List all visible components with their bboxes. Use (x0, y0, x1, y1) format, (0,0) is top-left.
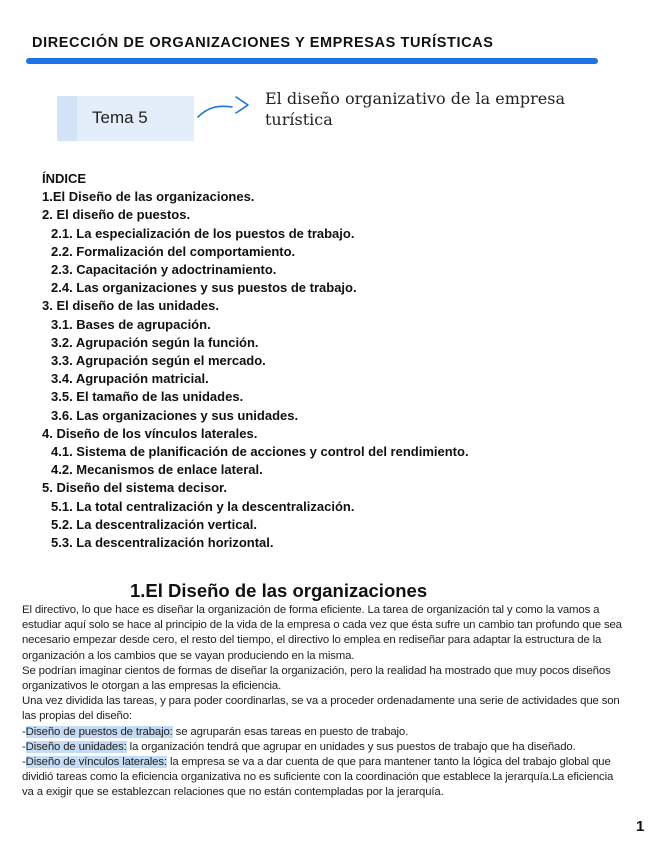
bullet-item (22, 755, 622, 801)
toc-item: 4.2. Mecanismos de enlace lateral. (51, 462, 263, 478)
toc-item: 3.6. Las organizaciones y sus unidades. (51, 407, 299, 423)
toc-item: 5. Diseño del sistema decisor. (42, 480, 227, 496)
bullet-text: se agruparán esas tareas en puesto de trabajo. (172, 725, 409, 738)
toc-item: 2. El diseño de puestos. (42, 207, 191, 223)
toc-item: 3.1. Bases de agrupación. (51, 316, 211, 332)
toc-item: 5.3. La descentralización horizontal. (51, 535, 274, 551)
bullet-item (22, 740, 622, 755)
toc-item: 3.2. Agrupación según la función. (51, 334, 259, 350)
paragraph: El directivo, lo que hace es diseñar la organización de forma eficiente. La tarea de organización tal y como la vamos a estudiar aquí solo se hace al principio de la vida de la empresa o cada vez que ésta sufre un cambio tan profundo que sea necesario empezar desde cero, el resto del tiempo, el directivo lo emplea en rediseñar para adaptar la estructura de la organización a los cambios que se vayan produciendo en la misma. (22, 604, 622, 662)
bullet-dash: - (22, 740, 26, 753)
section-body (22, 603, 622, 801)
table-of-contents (42, 170, 469, 552)
section-title: 1.El Diseño de las organizaciones (130, 580, 428, 601)
toc-item: 3. El diseño de las unidades. (42, 298, 219, 314)
toc-item: 2.3. Capacitación y adoctrinamiento. (51, 262, 277, 278)
toc-item: 2.1. La especialización de los puestos de trabajo. (51, 225, 355, 241)
tema-box (57, 96, 194, 141)
toc-item: 3.3. Agrupación según el mercado. (51, 353, 266, 369)
toc-item: 5.1. La total centralización y la descentralización. (51, 498, 355, 514)
page-number: 1 (636, 818, 645, 835)
toc-item: 5.2. La descentralización vertical. (51, 516, 257, 532)
toc-item: 2.2. Formalización del comportamiento. (51, 243, 296, 259)
tema-title: El diseño organizativo de la empresa turística (265, 89, 565, 129)
paragraph: Se podrían imaginar cientos de formas de diseñar la organización, pero la realidad ha mostrado que muy pocos diseños organizativos le otorgan a las empresas la eficiencia. (22, 664, 611, 693)
highlighted-term: Diseño de unidades: (25, 740, 127, 753)
arrow-icon (196, 93, 256, 129)
toc-item: 2.4. Las organizaciones y sus puestos de trabajo. (51, 280, 357, 296)
toc-item: 1.El Diseño de las organizaciones. (42, 189, 255, 205)
toc-heading: ÍNDICE (42, 171, 87, 186)
highlighted-term: Diseño de vínculos laterales: (25, 756, 167, 769)
toc-item: 3.4. Agrupación matricial. (51, 371, 209, 387)
toc-item: 4. Diseño de los vínculos laterales. (42, 425, 258, 441)
highlighted-term: Diseño de puestos de trabajo: (25, 725, 173, 738)
tema-label: Tema 5 (92, 108, 148, 127)
bullet-text: la organización tendrá que agrupar en unidades y sus puestos de trabajo que ha diseñado. (126, 740, 576, 753)
bullet-dash: - (22, 725, 26, 738)
paragraph: Una vez dividida las tareas, y para poder coordinarlas, se va a proceder ordenadamente una serie de actividades que son las propias del diseño: (22, 695, 620, 723)
bullet-item (22, 725, 622, 740)
bullet-dash: - (22, 756, 26, 769)
header-underline (26, 58, 598, 64)
bullet-text: la empresa se va a dar cuenta de que para mantener tanto la lógica del trabajo global que dividió tareas como la eficiencia organizativa no es suficiente con la coordinación que establece la jerarquía.La eficiencia va a exigir que se establezcan relaciones que no están contempladas por la jerarquía. (22, 756, 614, 799)
toc-item: 4.1. Sistema de planificación de acciones y control del rendimiento. (51, 444, 469, 460)
tema-stripe (57, 96, 77, 141)
toc-item: 3.5. El tamaño de las unidades. (51, 389, 244, 405)
document-header: DIRECCIÓN DE ORGANIZACIONES Y EMPRESAS TURÍSTICAS (32, 35, 494, 51)
